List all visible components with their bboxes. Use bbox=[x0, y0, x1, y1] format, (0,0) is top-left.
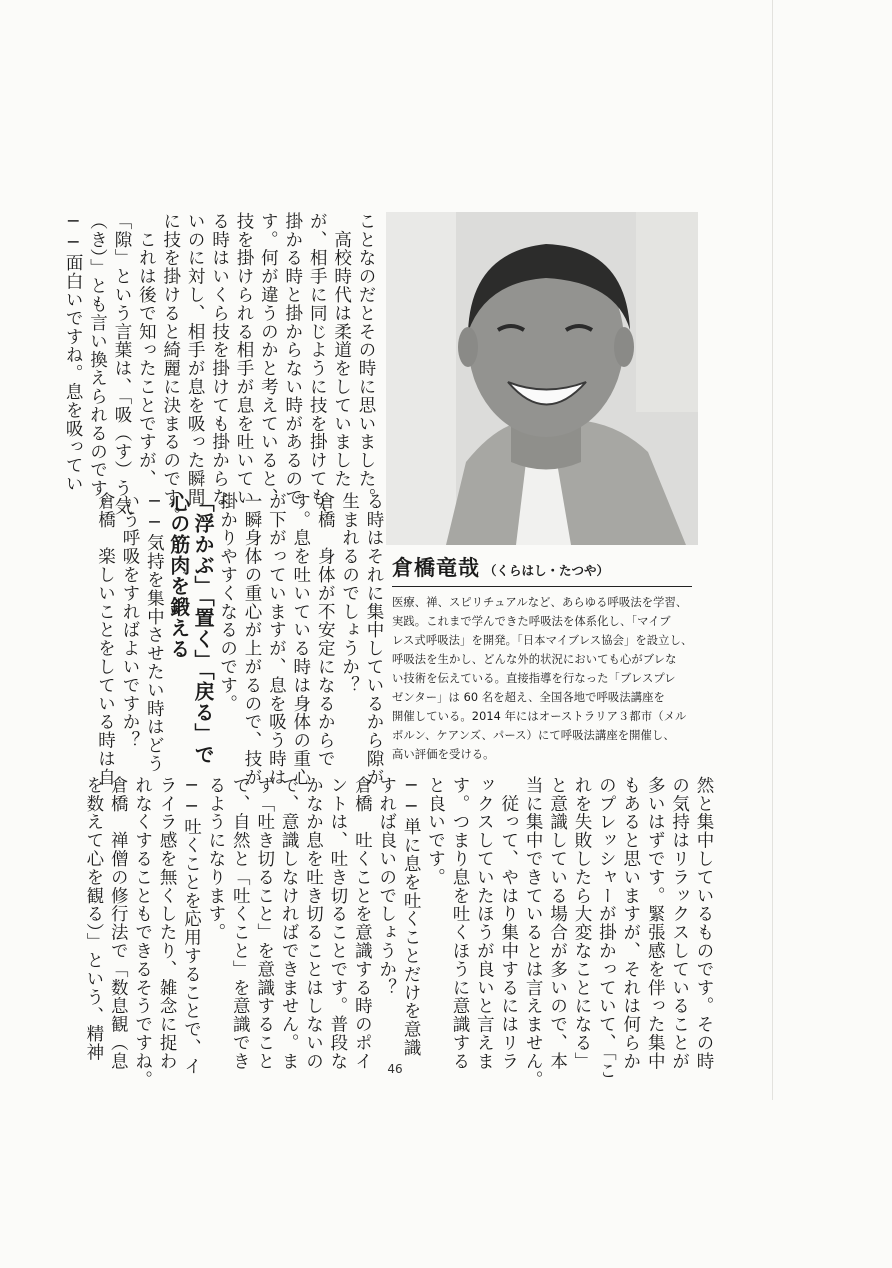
page-number: 46 bbox=[387, 1062, 403, 1076]
text-line: れなくすることもできるそうですね。 bbox=[132, 776, 153, 1089]
text-line: を数えて心を観る）」という、精神 bbox=[83, 776, 104, 1062]
text-line: 生まれるのでしょうか？ bbox=[339, 492, 360, 695]
text-line: る時はそれに集中しているから隙が bbox=[364, 492, 384, 787]
text-line: 一瞬身体の重心が上がるので、技が bbox=[241, 492, 262, 787]
text-line: ──単に息を吐くことだけを意識 bbox=[401, 776, 422, 1057]
text-line: かなか息を吐き切ることはしないの bbox=[303, 776, 324, 1071]
text-line: 掛かりやすくなるのです。 bbox=[217, 492, 238, 713]
text-line: 従って、やはり集中するにはリラ bbox=[498, 776, 519, 1071]
text-line: ──面白いですね。息を吸ってい bbox=[63, 212, 84, 493]
text-line: ックスしていたほうが良いと言えま bbox=[474, 776, 495, 1071]
text-line: 掛かる時と掛からない時があるので bbox=[282, 212, 303, 507]
text-line: 倉橋 禅僧の修行法で「数息観（息 bbox=[108, 776, 129, 1071]
text-line: これは後で知ったことですが、 bbox=[136, 212, 157, 488]
text-line: ントは、吐き切ることです。普段な bbox=[327, 776, 348, 1071]
bio-line: 開催している。2014 年にはオーストラリア３都市（メル bbox=[392, 710, 687, 723]
text-line: 「隙」という言葉は、「吸（す）う気 bbox=[111, 212, 132, 517]
text-line: と良いです。 bbox=[425, 776, 446, 887]
bio-line: 高い評価を受ける。 bbox=[392, 748, 495, 761]
text-line: 倉橋 吐くことを意識する時のポイ bbox=[352, 776, 373, 1071]
text-line: すれば良いのでしょうか？ bbox=[376, 776, 397, 997]
text-line: ──気持を集中させたい時はどう bbox=[144, 492, 165, 773]
text-line: に技を掛けると綺麗に決まるのです。 bbox=[160, 212, 181, 525]
text-line: ず「吐き切ること」を意識すること bbox=[254, 776, 275, 1071]
text-line: が、相手に同じように技を掛けても、 bbox=[307, 212, 328, 525]
text-line: もあると思いますが、それは何らか bbox=[620, 776, 641, 1071]
text-line: ──吐くことを応用することで、イ bbox=[181, 776, 202, 1076]
text-line: れを失敗したら大変なことになる」 bbox=[571, 776, 592, 1071]
text-line: と意識している場合が多いので、本 bbox=[547, 776, 568, 1071]
text-line: 倉橋 楽しいことをしている時は自 bbox=[95, 492, 116, 787]
profile-bio bbox=[392, 593, 712, 764]
text-line: 多いはずです。緊張感を伴った集中 bbox=[645, 776, 666, 1071]
section-heading-line: 心の筋肉を鍛える bbox=[166, 492, 191, 660]
profile-divider bbox=[392, 586, 692, 587]
bio-line: ボルン、ケアンズ、パース）にて呼吸法講座を開催し、 bbox=[392, 729, 675, 742]
text-line: で、自然と「吐くこと」を意識でき bbox=[230, 776, 251, 1071]
text-line: ことなのだとその時に思いました。 bbox=[356, 212, 376, 507]
portrait-illustration bbox=[386, 212, 698, 545]
text-line: が下がっていますが、息を吸う時は bbox=[266, 492, 287, 787]
section-heading-line: 「浮かぶ」「置く」「戻る」で bbox=[191, 492, 216, 765]
text-line: す。息を吐いている時は身体の重心 bbox=[290, 492, 311, 787]
article-body-upper bbox=[24, 212, 378, 525]
text-line: 技を掛けられる相手が息を吐いてい bbox=[233, 212, 254, 507]
text-line: 然と集中しているものです。その時 bbox=[694, 776, 714, 1071]
text-line: 高校時代は柔道をしていました bbox=[331, 212, 352, 488]
bio-line: レス式呼吸法」を開発。「日本マイブレス協会」を設立し、 bbox=[392, 634, 693, 647]
text-line: （き）」とも言い換えられるのです。 bbox=[87, 212, 108, 517]
profile-name-row bbox=[392, 552, 712, 582]
text-line: いのに対し、相手が息を吸った瞬間 bbox=[185, 212, 206, 507]
bio-line: 実践。これまで学んできた呼吸法を体系化し、「マイブ bbox=[392, 615, 671, 628]
text-line: 倉橋 身体が不安定になるからで bbox=[315, 492, 336, 768]
text-line: る時はいくら技を掛けても掛からな bbox=[209, 212, 230, 507]
text-line: のプレッシャーが掛かっていて、「こ bbox=[596, 776, 617, 1081]
text-line: るようになります。 bbox=[205, 776, 226, 942]
text-line: で、意識しなければできません。ま bbox=[279, 776, 300, 1071]
text-line: いう呼吸をすればよいですか？ bbox=[119, 492, 140, 750]
article-body-middle bbox=[46, 492, 386, 787]
page-edge-line bbox=[772, 0, 773, 1100]
text-line: 当に集中できているとは言えません。 bbox=[523, 776, 544, 1089]
bio-line: ゼンター」は 60 名を超え、全国各地で呼吸法講座を bbox=[392, 691, 665, 704]
profile-box bbox=[392, 552, 712, 764]
bio-line: い技術を伝えている。直接指導を行なった「ブレスプレ bbox=[392, 672, 676, 685]
bio-line: 呼吸法を生かし、どんな外的状況においても心がブレな bbox=[392, 653, 677, 666]
portrait-photo bbox=[386, 212, 698, 545]
text-line: す。何が違うのかと考えていると、 bbox=[258, 212, 279, 507]
text-line: の気持はリラックスしていることが bbox=[669, 776, 690, 1071]
bio-line: 医療、禅、スピリチュアルなど、あらゆる呼吸法を学習、 bbox=[392, 596, 688, 609]
text-line: す。つまり息を吐くほうに意識する bbox=[449, 776, 470, 1071]
profile-name: 倉橋竜哉 bbox=[392, 556, 480, 580]
profile-name-reading: （くらはし・たつや） bbox=[484, 563, 610, 578]
text-line: ライラ感を無くしたり、雑念に捉わ bbox=[157, 776, 178, 1071]
